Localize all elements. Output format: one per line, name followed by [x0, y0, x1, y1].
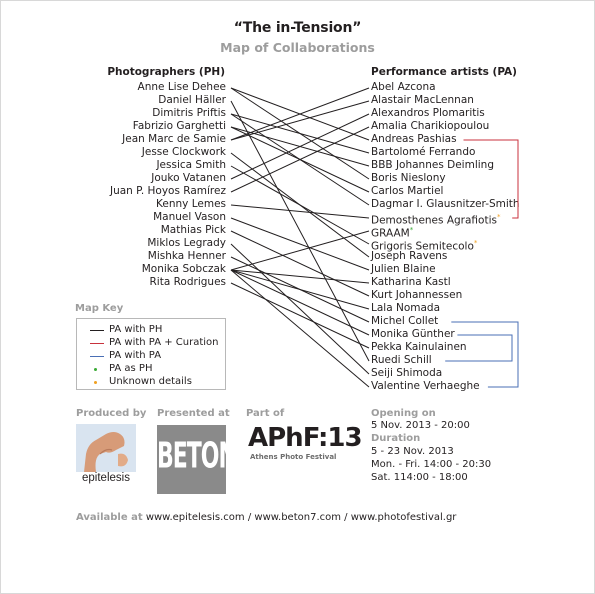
hand-icon [76, 424, 136, 472]
photographer-name: Dimitris Priftis [152, 107, 226, 119]
performance-artist-label: Julien Blaine [371, 263, 436, 275]
photographers-heading: Photographers (PH) [107, 66, 225, 78]
available-at-link-photofestival[interactable]: www.photofestival.gr [350, 512, 457, 523]
produced-by-heading: Produced by [76, 408, 147, 419]
performance-artist-label: Michel Collet [371, 315, 439, 327]
epitelesis-logo-text: epitelesis [82, 472, 130, 484]
performance-artist-label: Carlos Martiel [371, 185, 444, 197]
performance-artist-name [371, 276, 451, 289]
photographer-name: Daniel Häller [158, 94, 226, 106]
photographer-name: Mathias Pick [160, 224, 226, 236]
performance-artist-name [371, 302, 440, 315]
performance-artist-label: Bartolomé Ferrando [371, 146, 476, 158]
opening-date: 5 Nov. 2013 - 20:00 [371, 420, 470, 431]
photographer-name: Jouko Vatanen [151, 172, 226, 184]
performance-artist-label: Alexandros Plomaritis [371, 107, 485, 119]
performance-artist-name [371, 354, 432, 367]
performance-artist-name [371, 263, 436, 276]
photographer-name: Kenny Lemes [156, 198, 226, 210]
pa-with-pa-label: PA with PA [109, 350, 162, 361]
photographer-name: Jean Marc de Samie [122, 133, 226, 145]
performance-artist-label: Monika Günther [371, 328, 455, 340]
asterisk-marker: * [409, 226, 414, 234]
photographer-name: Anne Lise Dehee [137, 81, 226, 93]
page-subtitle: Map of Collaborations [220, 40, 375, 55]
performance-artist-label: Seiji Shimoda [371, 367, 443, 379]
performance-artist-label: Grigoris Semitecolo [371, 240, 474, 253]
photographer-name: Jessica Smith [156, 159, 226, 171]
map-key-title: Map Key [75, 303, 124, 314]
epitelesis-logo [76, 424, 136, 484]
performance-artist-label: Kurt Johannessen [371, 289, 463, 301]
performance-artist-label: Andreas Pashias [371, 133, 457, 145]
performance-artist-name [371, 367, 442, 380]
photographer-name: Monika Sobczak [141, 263, 226, 275]
performance-artist-name [371, 120, 489, 133]
beton-logo-text: BETON [157, 437, 236, 477]
aphf-logo: APhF:13 [248, 423, 362, 453]
part-of-heading: Part of [246, 408, 285, 419]
available-at-link-epitelesis[interactable]: www.epitelesis.com [145, 512, 245, 523]
footer-availability [76, 512, 456, 523]
duration-dates: 5 - 23 Nov. 2013 [371, 446, 454, 457]
unknown-details-label: Unknown details [109, 376, 192, 387]
photographer-name: Miklos Legrady [147, 237, 226, 249]
asterisk-marker: * [496, 213, 501, 221]
performance-artist-name [371, 328, 455, 341]
performance-artist-label: Dagmar I. Glausnitzer-Smith [371, 198, 520, 210]
pa-with-pa-curation-label: PA with PA + Curation [109, 337, 219, 348]
saturday-hours: Sat. 114:00 - 18:00 [371, 472, 468, 483]
performance-artist-name [371, 250, 447, 263]
performance-artist-name [371, 380, 480, 393]
weekday-hours: Mon. - Fri. 14:00 - 20:30 [371, 459, 492, 470]
pa-as-ph-dot [94, 368, 97, 371]
footer-separator-1: / [247, 512, 252, 523]
performance-artist-label: Lala Nomada [371, 302, 441, 314]
performance-artist-label: Joseph Ravens [371, 250, 448, 262]
performance-artist-label: GRAAM [371, 227, 410, 240]
pa-with-pa-swatch [90, 356, 104, 357]
available-at-link-beton7[interactable]: www.beton7.com [254, 512, 341, 523]
duration-heading: Duration [371, 433, 421, 444]
performance-artist-label: Valentine Verhaeghe [371, 380, 480, 392]
beton-logo [157, 425, 236, 494]
photographer-name: Rita Rodrigues [149, 276, 226, 288]
performance-artist-name [371, 133, 457, 146]
performance-artist-name [371, 159, 494, 172]
performance-artist-name [371, 94, 474, 107]
performance-artist-label: Boris Nieslony [371, 172, 446, 184]
performance-artist-label: Katharina Kastl [371, 276, 451, 288]
performance-artist-name [371, 341, 467, 354]
presented-at-heading: Presented at [157, 408, 230, 419]
performance-artist-name [371, 107, 485, 120]
performance-artist-label: Pekka Kainulainen [371, 341, 467, 353]
performance-artist-name [371, 146, 475, 159]
performance-artist-name [371, 289, 462, 302]
pa-with-ph-label: PA with PH [109, 324, 163, 335]
photographer-name: Mishka Henner [147, 250, 226, 262]
available-at-label: Available at [76, 512, 143, 523]
aphf-logo-subtitle: Athens Photo Festival [250, 453, 337, 461]
performance-artist-label: Ruedi Schill [371, 354, 432, 366]
opening-heading: Opening on [371, 408, 436, 419]
performance-artist-name [371, 315, 438, 328]
performance-artist-label: Amalia Charikiopoulou [371, 120, 490, 132]
pa-with-pa-curation-swatch [90, 343, 104, 344]
performance-artist-label: Alastair MacLennan [371, 94, 474, 106]
pa-as-ph-label: PA as PH [109, 363, 153, 374]
performance-artists-heading: Performance artists (PA) [371, 66, 517, 78]
footer-separator-2: / [344, 512, 348, 523]
performance-artist-name [371, 185, 443, 198]
photographer-name: Fabrizio Garghetti [132, 120, 226, 132]
performance-artist-label: BBB Johannes Deimling [371, 159, 494, 171]
performance-artist-name [371, 81, 436, 94]
page-title: “The in-Tension” [233, 20, 362, 36]
pa-with-ph-swatch [90, 330, 104, 331]
performance-artist-label: Demosthenes Agrafiotis [371, 214, 497, 227]
performance-artist-name [371, 198, 520, 211]
map-key-box [76, 318, 226, 390]
asterisk-marker: * [473, 239, 478, 247]
photographer-name: Juan P. Hoyos Ramírez [109, 185, 226, 197]
performance-artist-label: Abel Azcona [371, 81, 436, 93]
photographer-name: Manuel Vason [153, 211, 226, 223]
photographer-name: Jesse Clockwork [141, 146, 226, 158]
performance-artist-name [371, 172, 446, 185]
unknown-details-dot [94, 381, 97, 384]
